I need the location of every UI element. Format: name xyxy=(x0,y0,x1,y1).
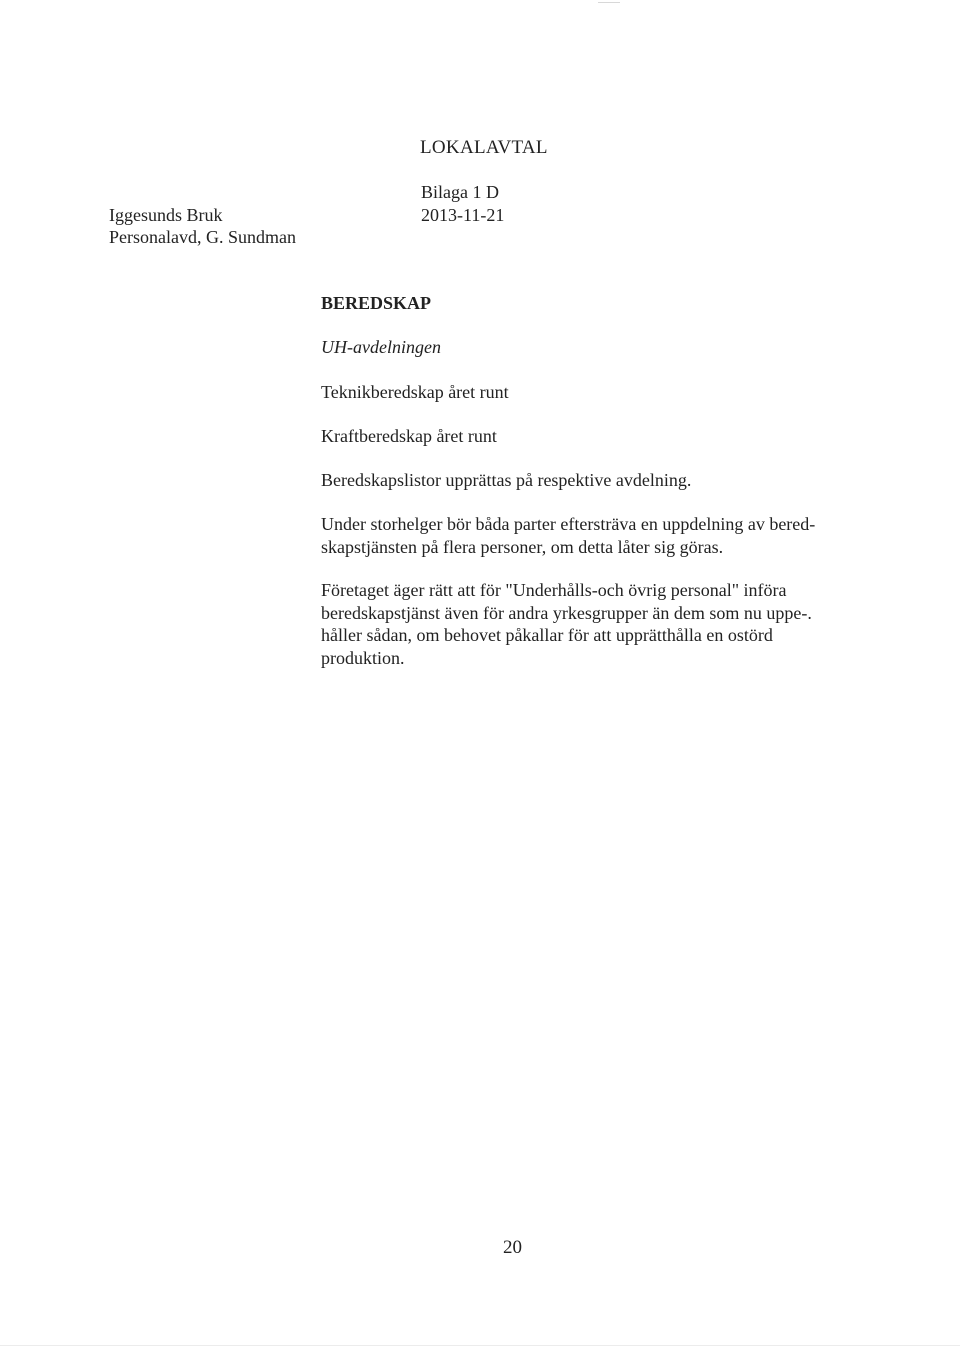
document-date: 2013-11-21 xyxy=(421,205,505,225)
paragraph-holidays xyxy=(321,513,861,558)
appendix-label: Bilaga 1 D xyxy=(421,182,499,202)
paragraph-company-right-line-1: Företaget äger rätt att för "Underhålls-och övrig personal" införa xyxy=(321,580,787,600)
paragraph-company-right xyxy=(321,579,861,669)
department-author: Personalavd, G. Sundman xyxy=(109,227,296,247)
company-name: Iggesunds Bruk xyxy=(109,205,223,225)
section-subheading: UH-avdelningen xyxy=(321,337,441,357)
document-title: LOKALAVTAL xyxy=(420,137,548,158)
paragraph-company-right-line-3: håller sådan, om behovet påkallar för att upprätthålla en ostörd xyxy=(321,625,773,645)
paragraph-company-right-line-2: beredskapstjänst även för andra yrkesgrupper än dem som nu uppe-. xyxy=(321,602,812,623)
page-number: 20 xyxy=(503,1237,522,1258)
scan-mark-top xyxy=(598,2,620,3)
text-line-power-standby: Kraftberedskap året runt xyxy=(321,426,497,446)
paragraph-company-right-line-4: produktion. xyxy=(321,647,405,668)
scan-mark-bottom xyxy=(0,1345,960,1346)
section-heading: BEREDSKAP xyxy=(321,293,432,313)
text-line-technical-standby: Teknikberedskap året runt xyxy=(321,382,509,402)
paragraph-holidays-line-2: skapstjänsten på flera personer, om detta låter sig göras. xyxy=(321,536,724,557)
text-line-standby-lists: Beredskapslistor upprättas på respektive avdelning. xyxy=(321,470,692,490)
paragraph-holidays-line-1: Under storhelger bör båda parter eftersträva en uppdelning av bered- xyxy=(321,514,816,534)
